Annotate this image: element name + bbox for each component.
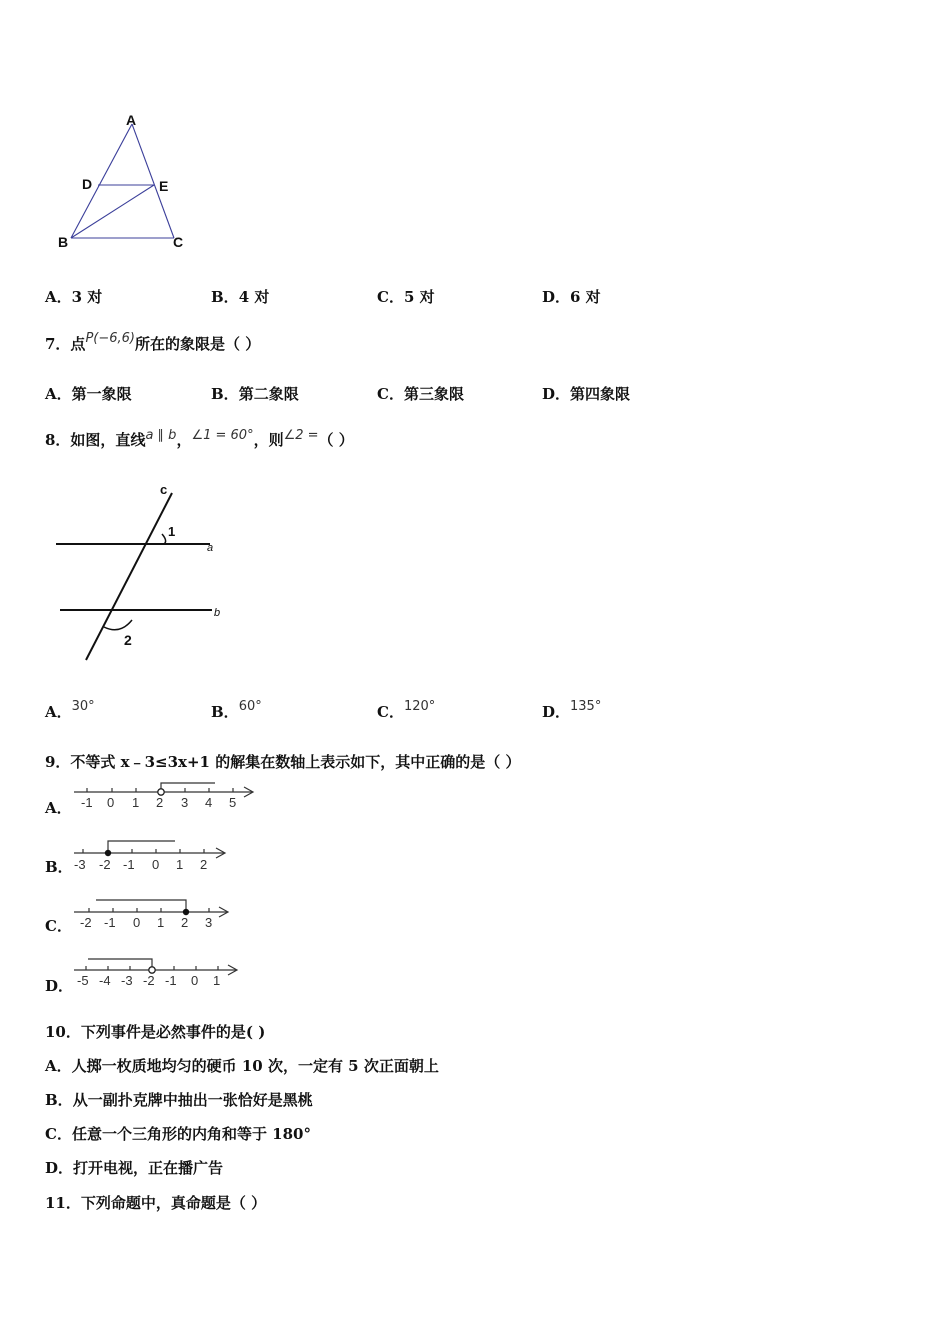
q9-option-a-label[interactable]: A．: [45, 799, 72, 817]
tick-label: -2: [143, 973, 155, 988]
tick-label: 1: [132, 795, 140, 810]
label-A: A: [126, 112, 137, 128]
q10-stem: 10．下列事件是必然事件的是( ): [45, 1023, 266, 1041]
number-line-c: [72, 894, 232, 934]
tick-label: -1: [165, 973, 177, 988]
q8-parallel: a ∥ b: [145, 428, 177, 443]
closed-point: [105, 850, 111, 856]
parallel-lines-figure: [40, 483, 240, 668]
tick-label: 5: [229, 795, 237, 810]
line-b-label: b: [214, 607, 221, 619]
q11-stem: 11．下列命题中，真命题是（ ）: [45, 1194, 267, 1212]
tick-label: -3: [121, 973, 133, 988]
tick-label: 3: [181, 795, 189, 810]
tick-label: -2: [99, 857, 111, 872]
label-C: C: [173, 234, 184, 250]
line-c-label: c: [160, 483, 168, 497]
q9-option-c-label[interactable]: C．: [45, 917, 72, 935]
q10-option-d[interactable]: D．打开电视，正在播广告: [45, 1159, 224, 1177]
q10-option-b[interactable]: B．从一副扑克牌中抽出一张恰好是黑桃: [45, 1091, 313, 1109]
label-E: E: [159, 178, 169, 194]
q8-option-d[interactable]: D．135°: [542, 699, 602, 721]
q8-stem: 8．如图，直线a ∥ b，∠1 = 60°，则∠2 =（ ）: [45, 428, 354, 449]
tick-label: 0: [191, 973, 199, 988]
q6-option-d[interactable]: D．6 对: [542, 288, 601, 306]
q7-option-d[interactable]: D．第四象限: [542, 385, 631, 403]
q7-point: P(−6,6): [85, 331, 135, 346]
tick-label: 2: [181, 915, 189, 930]
tick-label: 2: [156, 795, 164, 810]
q7-stem: 7．点P(−6,6)所在的象限是（ ）: [45, 331, 261, 353]
number-line-b: [72, 836, 232, 876]
angle-1-label: 1: [168, 524, 176, 539]
tick-label: 0: [152, 857, 160, 872]
q8-option-b[interactable]: B．60°: [211, 699, 262, 721]
q8-angle2: ∠2 =: [283, 428, 319, 443]
tick-label: -1: [104, 915, 116, 930]
number-line-d: [72, 952, 247, 992]
tick-label: 3: [205, 915, 213, 930]
q8-option-c[interactable]: C．120°: [377, 699, 436, 721]
tick-label: -1: [123, 857, 135, 872]
label-B: B: [58, 234, 69, 250]
q9-option-b-label[interactable]: B．: [45, 858, 73, 876]
tick-label: -1: [81, 795, 93, 810]
triangle-figure: [50, 108, 200, 258]
tick-label: 4: [205, 795, 213, 810]
label-D: D: [82, 176, 93, 192]
q8-option-a[interactable]: A．30°: [45, 699, 95, 721]
line-a-label: a: [207, 542, 214, 554]
number-line-a: [72, 777, 262, 817]
q6-option-b[interactable]: B．4 对: [211, 288, 270, 306]
tick-label: 1: [176, 857, 184, 872]
tick-label: -2: [80, 915, 92, 930]
q10-option-a[interactable]: A．人掷一枚质地均匀的硬币 10 次，一定有 5 次正面朝上: [45, 1057, 439, 1075]
q7-option-c[interactable]: C．第三象限: [377, 385, 464, 403]
q9-stem: 9．不等式 x﹣3≤3x+1 的解集在数轴上表示如下，其中正确的是（ ）: [45, 753, 521, 771]
tick-label: -3: [74, 857, 86, 872]
angle-2-label: 2: [124, 632, 132, 648]
q7-option-b[interactable]: B．第二象限: [211, 385, 299, 403]
tick-label: 2: [200, 857, 208, 872]
q6-option-c[interactable]: C．5 对: [377, 288, 435, 306]
tick-label: 1: [157, 915, 165, 930]
tick-label: -4: [99, 973, 111, 988]
q9-option-d-label[interactable]: D．: [45, 977, 74, 995]
q8-angle1: ∠1 = 60°: [191, 428, 254, 443]
tick-label: 0: [133, 915, 141, 930]
tick-label: 1: [213, 973, 221, 988]
q10-option-c[interactable]: C．任意一个三角形的内角和等于 180°: [45, 1125, 311, 1143]
q6-option-a[interactable]: A．3 对: [45, 288, 103, 306]
tick-label: -5: [77, 973, 89, 988]
tick-label: 0: [107, 795, 115, 810]
q7-option-a[interactable]: A．第一象限: [45, 385, 132, 403]
